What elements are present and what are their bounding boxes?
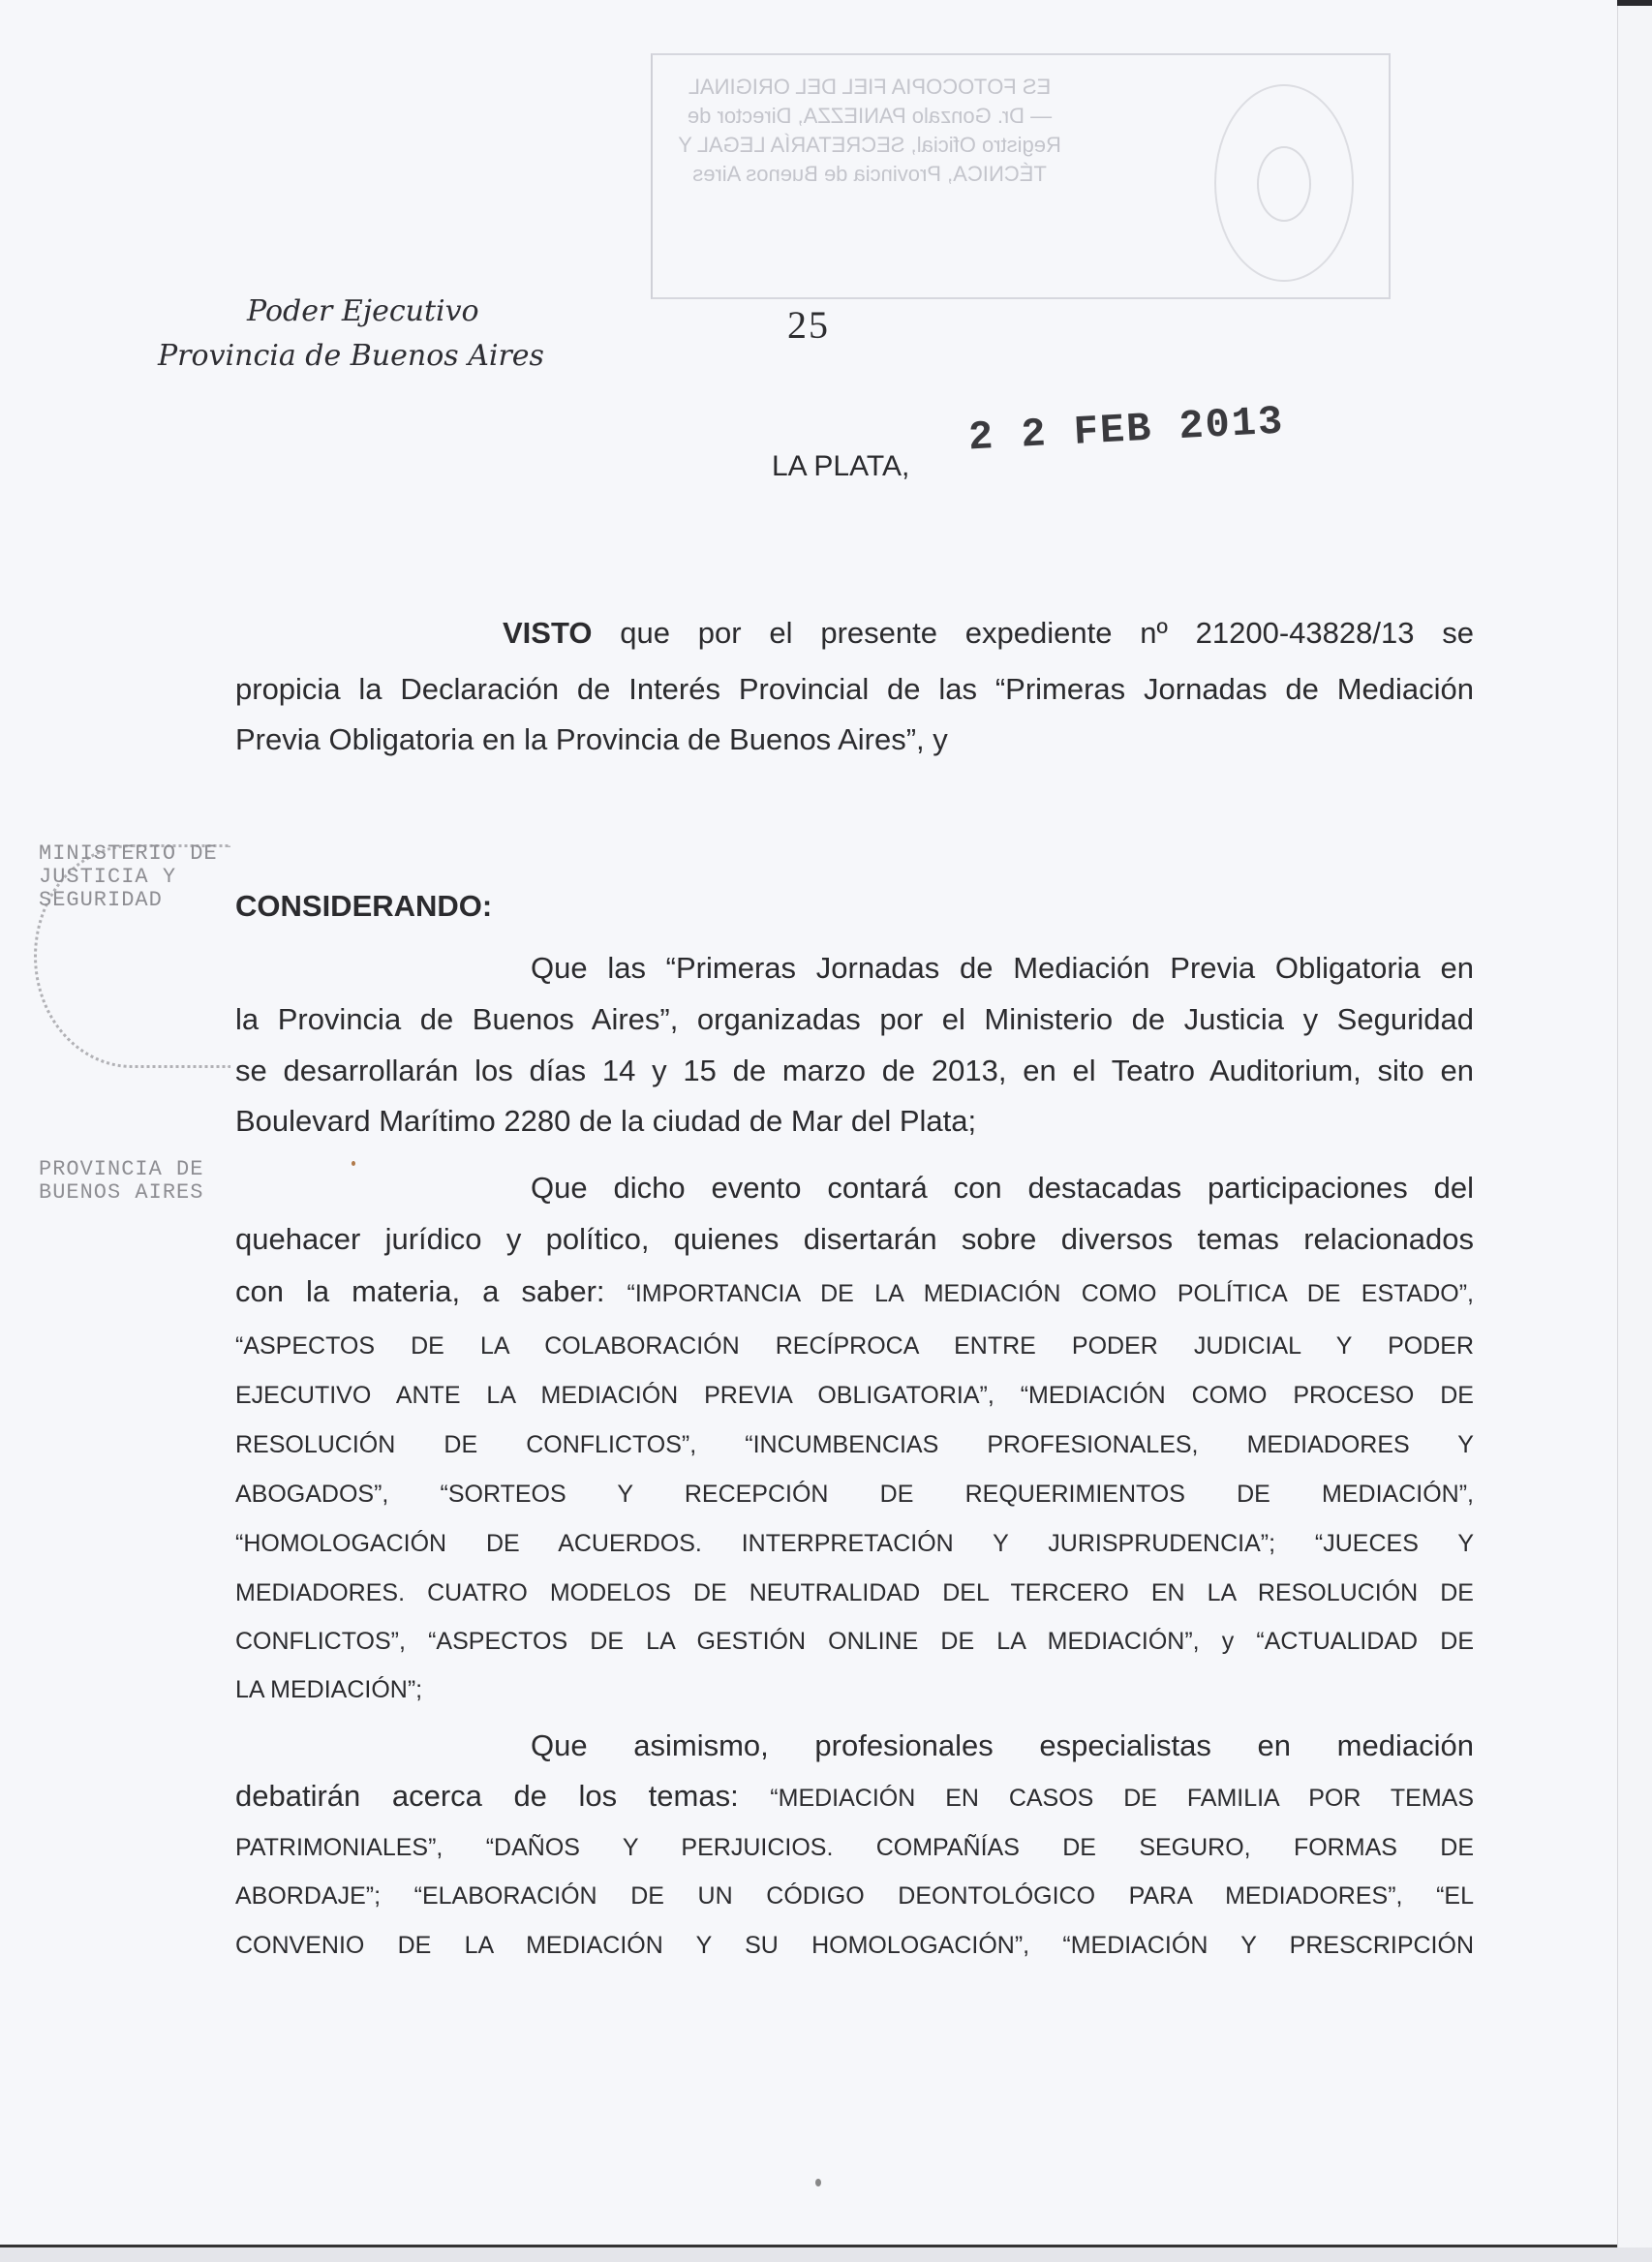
topic-line-text: PATRIMONIALES”, “DAÑOS Y PERJUICIOS. COMPAÑÍAS DE SEGURO, FORMAS DE <box>235 1834 1474 1861</box>
topic-line-text: ABORDAJE”; “ELABORACIÓN DE UN CÓDIGO DEONTOLÓGICO PARA MEDIADORES”, “EL <box>235 1882 1474 1910</box>
para2-line-3-wrap <box>235 1274 1476 1311</box>
topic-line <box>235 1624 1476 1659</box>
para2-line-1 <box>235 1171 1476 1206</box>
para1-line-4 <box>235 1104 1476 1139</box>
para1-line-4-text: Boulevard Marítimo 2280 de la ciudad de Mar del Plata; <box>235 1104 977 1138</box>
visto-line-2-text: propicia la Declaración de Interés Provincial de las “Primeras Jornadas de Mediación <box>235 672 1474 706</box>
para2-line-1-text: Que dicho evento contará con destacadas participaciones del <box>531 1171 1474 1205</box>
para2-line-3-prefix: con la materia, a saber: <box>235 1274 627 1308</box>
visto-line-2 <box>235 672 1476 707</box>
topic-line-text: MEDIADORES. CUATRO MODELOS DE NEUTRALIDAD DEL TERCERO EN LA RESOLUCIÓN DE <box>235 1579 1474 1606</box>
para1-line-3-text: se desarrollarán los días 14 y 15 de marzo de 2013, en el Teatro Auditorium, sito en <box>235 1054 1474 1087</box>
para3-line-2 <box>235 1779 1476 1816</box>
para3-line-1-text: Que asimismo, profesionales especialistas en mediación <box>531 1728 1474 1762</box>
visto-label: VISTO <box>503 616 593 650</box>
ink-speck <box>815 2179 821 2186</box>
topic-line-text: “HOMOLOGACIÓN DE ACUERDOS. INTERPRETACIÓN Y JURISPRUDENCIA”; “JUECES Y <box>235 1530 1474 1557</box>
topic-line <box>235 1427 1476 1462</box>
ministry-seal-bottom-text: PROVINCIA DE BUENOS AIRES <box>39 1157 204 1205</box>
para3-line-2-prefix: debatirán acerca de los temas: <box>235 1779 771 1813</box>
topic-line <box>235 1879 1476 1913</box>
letterhead-line-1: Poder Ejecutivo <box>247 294 479 328</box>
bleed-through-stamp-text: ES FOTOCOPIA FIEL DEL ORIGINAL — Dr. Gonzalo PANIEZZA, Director de Registro Oficial, SECRETARÍA LEGAL Y TÉCNICA, Provincia de Buenos Aires <box>678 75 1061 186</box>
scan-corner-mark <box>1617 0 1652 6</box>
considerando-heading: CONSIDERANDO: <box>235 889 493 923</box>
topic-line-text: CONVENIO DE LA MEDIACIÓN Y SU HOMOLOGACIÓN”, “MEDIACIÓN Y PRESCRIPCIÓN <box>235 1932 1474 1959</box>
para2-line-2 <box>235 1222 1476 1257</box>
para3-line-2-wrap <box>235 1779 1476 1816</box>
para3-line-1 <box>235 1728 1476 1763</box>
ministry-seal-top-text: MINISTERIO DE JUSTICIA Y SEGURIDAD <box>39 841 218 912</box>
visto-line-1 <box>235 616 1476 651</box>
visto-line-3-text: Previa Obligatoria en la Provincia de Buenos Aires”, y <box>235 722 948 756</box>
ink-speck <box>352 1161 355 1166</box>
topic-line <box>235 1830 1476 1865</box>
topic-line-text: CONFLICTOS”, “ASPECTOS DE LA GESTIÓN ONLINE DE LA MEDIACIÓN”, y “ACTUALIDAD DE <box>235 1628 1474 1655</box>
para2-line-3 <box>235 1274 1476 1311</box>
para1-line-2-text: la Provincia de Buenos Aires”, organizadas por el Ministerio de Justicia y Seguridad <box>235 1002 1474 1036</box>
para1-line-3 <box>235 1054 1476 1088</box>
visto-line-1-text: que por el presente expediente nº 21200-43828/13 se <box>592 616 1474 650</box>
visto-line-3 <box>235 722 1476 757</box>
letterhead-line-2: Provincia de Buenos Aires <box>158 339 544 373</box>
bleed-through-certification-stamp <box>651 53 1391 299</box>
para1-line-1-text: Que las “Primeras Jornadas de Mediación Previa Obligatoria en <box>531 951 1474 985</box>
topic-line-text: EJECUTIVO ANTE LA MEDIACIÓN PREVIA OBLIGATORIA”, “MEDIACIÓN COMO PROCESO DE <box>235 1382 1474 1409</box>
topic-line <box>235 1575 1476 1610</box>
scan-bottom-strip <box>0 2247 1652 2262</box>
topic-line: “IMPORTANCIA DE LA MEDIACIÓN COMO POLÍTICA DE ESTADO”, <box>627 1280 1474 1307</box>
topic-line <box>235 1672 1476 1707</box>
topic-line <box>235 1329 1476 1363</box>
topic-line: “MEDIACIÓN EN CASOS DE FAMILIA POR TEMAS <box>770 1785 1474 1812</box>
date-stamp: 2 2 FEB 2013 <box>966 398 1286 462</box>
topic-line <box>235 1477 1476 1512</box>
topic-line <box>235 1378 1476 1413</box>
para1-line-2 <box>235 1002 1476 1037</box>
place-label: LA PLATA, <box>772 450 910 482</box>
topic-line <box>235 1928 1476 1963</box>
topic-line-text: ABOGADOS”, “SORTEOS Y RECEPCIÓN DE REQUERIMIENTOS DE MEDIACIÓN”, <box>235 1481 1474 1508</box>
folio-number: 25 <box>787 303 830 347</box>
topic-line-text: RESOLUCIÓN DE CONFLICTOS”, “INCUMBENCIAS PROFESIONALES, MEDIADORES Y <box>235 1431 1474 1458</box>
topic-line-text: LA MEDIACIÓN”; <box>235 1676 423 1703</box>
bleed-through-seal <box>1214 84 1354 282</box>
visto-line-1-wrap <box>235 616 1476 651</box>
topic-line <box>235 1526 1476 1561</box>
topic-line-text: “ASPECTOS DE LA COLABORACIÓN RECÍPROCA ENTRE PODER JUDICIAL Y PODER <box>235 1332 1474 1360</box>
para2-line-2-text: quehacer jurídico y político, quienes disertarán sobre diversos temas relacionados <box>235 1222 1474 1256</box>
para1-line-1 <box>235 951 1476 986</box>
